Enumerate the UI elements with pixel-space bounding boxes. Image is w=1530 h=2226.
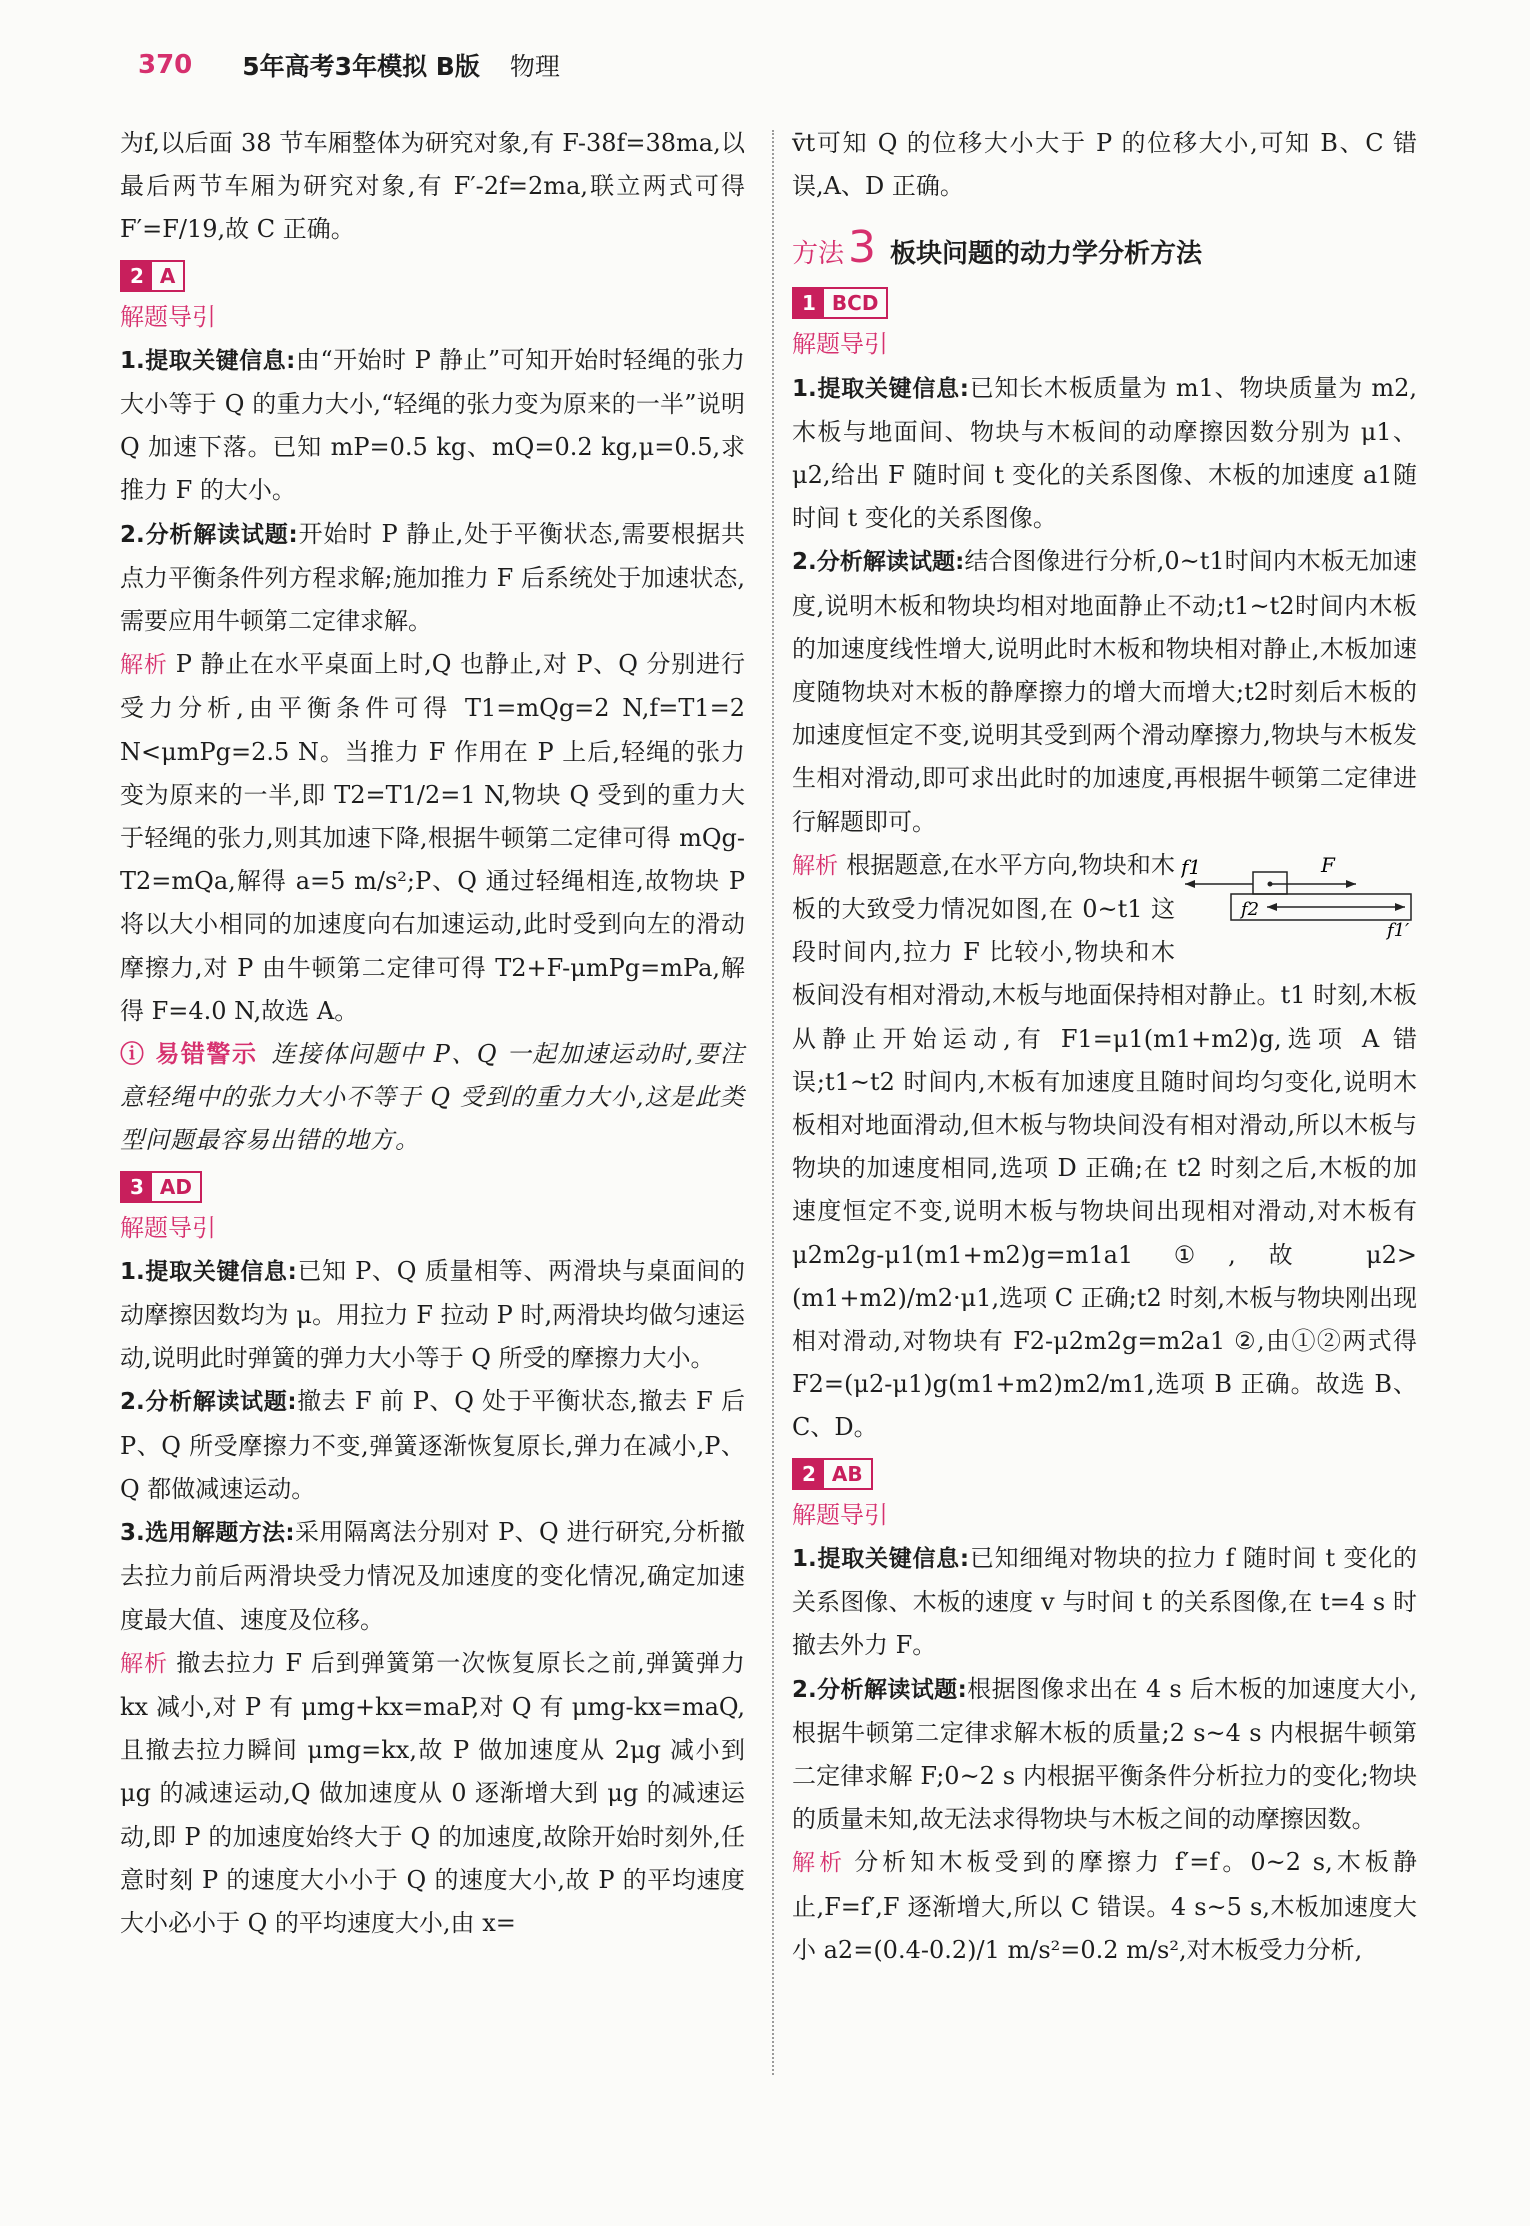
- arrowhead-F: [1346, 880, 1356, 888]
- step-2: 2.分析解读试题:开始时 P 静止,处于平衡状态,需要根据共点力平衡条件列方程求解;施加推力 F 后系统处于加速状态,需要应用牛顿第二定律求解。: [120, 519, 745, 636]
- analysis: 解析 分析知木板受到的摩擦力 f′=f。0~2 s,木板静止,F=f′,F 逐渐增大,所以 C 错误。4 s~5 s,木板加速度大小 a2=(0.4-0.2)/1 m/s²=0.2 m/s²,对木板受力分析,: [792, 1848, 1417, 1964]
- alert-icon: ⓘ: [120, 1040, 156, 1069]
- step-1: 1.提取关键信息:已知 P、Q 质量相等、两滑块与桌面间的动摩擦因数均为 μ。用拉力 F 拉动 P 时,两滑块均做匀速运动,说明此时弹簧的弹力大小等于 Q 所受的摩擦力大小。: [120, 1256, 745, 1373]
- step-1: 1.提取关键信息:由“开始时 P 静止”可知开始时轻绳的张力大小等于 Q 的重力大小,“轻绳的张力变为原来的一半”说明 Q 加速下落。已知 mP=0.5 kg、mQ=0.2 kg,μ=0.5,求推力 F 的大小。: [120, 345, 745, 505]
- step-3: 3.选用解题方法:采用隔离法分别对 P、Q 进行研究,分析撤去拉力前后两滑块受力情况及加速度的变化情况,确定加速度最大值、速度及位移。: [120, 1518, 745, 1634]
- method-heading: 方法 3 板块问题的动力学分析方法: [792, 222, 1203, 274]
- analysis: f1 F f2 f1′ 解析 根据题意,在水平方向,物块和木板的大致受力情况如图,在 0~t1 这段时间内,拉力 F 比较小,物块和木板间没有相对滑动,木板与地面保持相对静止。t1 时刻,木板从静止开始运动,有 F1=μ1(m1+m2)g,选项 A 错误;t1~t2 时间内,木板有加速度且随时间均匀变化,说明木板相对地面滑动,但木板与物块间没有相对滑动,所以木板与物块的加速度相同,选项 D 正确;在 t2 时刻之后,木板的加速度恒定不变,说明木板与物块间出现相对滑动,对木板有 μ2m2g-μ1(m1+m2)g=m1a1 ①,故 μ2>(m1+m2)/m2·μ1,选项 C 正确;t2 时刻,木板与物块刚出现相对滑动,对物块有 F2-μ2m2g=m2a1 ②,由①②两式得 F2=(μ2-μ1)g(m1+m2)m2/m1,选项 B 正确。故选 B、C、D。: [792, 844, 1417, 1450]
- answer-badge-2: 2 A: [120, 260, 185, 292]
- guide-heading: 解题导引: [120, 302, 216, 331]
- answer-badge-2: 2 AB: [792, 1458, 873, 1490]
- force-diagram: [1181, 844, 1417, 940]
- analysis: 解析 撤去拉力 F 后到弹簧第一次恢复原长之前,弹簧弹力 kx 减小,对 P 有 μmg+kx=maP,对 Q 有 μmg-kx=maQ,且撤去拉力瞬间 μmg=kx,故 P 做加速度从 2μg 减小到 μg 的减速运动,Q 做加速度从 0 逐渐增大到 μg 的减速运动,即 P 的加速度始终大于 Q 的加速度,故除开始时刻外,任意时刻 P 的速度大小小于 Q 的速度大小,故 P 的平均速度大小必小于 Q 的平均速度大小,由 x=: [120, 1648, 745, 1937]
- subject-label: 物理: [509, 52, 560, 81]
- page-number: 370: [138, 50, 193, 80]
- column-divider: [772, 130, 774, 2075]
- step-1: 1.提取关键信息:已知长木板质量为 m1、物块质量为 m2,木板与地面间、物块与木板间的动摩擦因数分别为 μ1、μ2,给出 F 随时间 t 变化的关系图像、木板的加速度 a1随时间 t 变化的关系图像。: [792, 373, 1417, 533]
- label-F: F: [1321, 852, 1335, 877]
- guide-heading: 解题导引: [792, 1500, 888, 1529]
- step-2: 2.分析解读试题:结合图像进行分析,0~t1时间内木板无加速度,说明木板和物块均相对地面静止不动;t1~t2时间内木板的加速度线性增大,说明此时木板和物块相对静止,木板加速度随物块对木板的静摩擦力的增大而增大;t2时刻后木板的加速度恒定不变,说明其受到两个滑动摩擦力,物块与木板发生相对滑动,即可求出此时的加速度,再根据牛顿第二定律进行解题即可。: [792, 547, 1417, 836]
- label-f2: f2: [1241, 898, 1260, 920]
- answer-badge-3: 3 AD: [120, 1171, 202, 1203]
- step-1: 1.提取关键信息:已知细绳对物块的拉力 f 随时间 t 变化的关系图像、木板的速度 v 与时间 t 的关系图像,在 t=4 s 时撤去外力 F。: [792, 1543, 1417, 1660]
- answer-badge-1: 1 BCD: [792, 287, 888, 319]
- left-column: [120, 122, 745, 1945]
- book-title: 5年高考3年模拟 B版: [242, 52, 480, 81]
- guide-heading: 解题导引: [120, 1213, 216, 1242]
- right-column: [792, 122, 1417, 1972]
- guide-heading: 解题导引: [792, 330, 888, 359]
- page-header: [138, 40, 560, 90]
- continued-text: v̄t可知 Q 的位移大小大于 P 的位移大小,可知 B、C 错误,A、D 正确。: [792, 129, 1417, 201]
- error-warning: ⓘ 易错警示 连接体问题中 P、Q 一起加速运动时,要注意轻绳中的张力大小不等于 Q 受到的重力大小,这是此类型问题最容易出错的地方。: [120, 1040, 745, 1155]
- arrowhead-f1prime: [1395, 903, 1405, 911]
- step-2: 2.分析解读试题:撤去 F 前 P、Q 处于平衡状态,撤去 F 后 P、Q 所受摩擦力不变,弹簧逐渐恢复原长,弹力在减小,P、Q 都做减速运动。: [120, 1387, 745, 1503]
- analysis: 解析 P 静止在水平桌面上时,Q 也静止,对 P、Q 分别进行受力分析,由平衡条件可得 T1=mQg=2 N,f=T1=2 N<μmPg=2.5 N。当推力 F 作用在 P 上后,轻绳的张力变为原来的一半,即 T2=T1/2=1 N,物块 Q 受到的重力大于轻绳的张力,则其加速下降,根据牛顿第二定律可得 mQg-T2=mQa,解得 a=5 m/s²;P、Q 通过轻绳相连,故物块 P 将以大小相同的加速度向右加速运动,此时受到向左的滑动摩擦力,对 P 由牛顿第二定律可得 T2+F-μmPg=mPa,解得 F=4.0 N,故选 A。: [120, 650, 746, 1025]
- step-2: 2.分析解读试题:根据图像求出在 4 s 后木板的加速度大小,根据牛顿第二定律求解木板的质量;2 s~4 s 内根据牛顿第二定律求解 F;0~2 s 内根据平衡条件分析拉力的变化;物块的质量未知,故无法求得物块与木板之间的动摩擦因数。: [792, 1674, 1417, 1834]
- label-f1prime: f1′: [1387, 919, 1410, 940]
- arrowhead-f1: [1185, 880, 1195, 888]
- label-f1: f1: [1181, 854, 1202, 879]
- arrowhead-f2: [1267, 903, 1277, 911]
- intro-paragraph: 为f,以后面 38 节车厢整体为研究对象,有 F-38f=38ma,以最后两节车厢为研究对象,有 F′-2f=2ma,联立两式可得 F′=F/19,故 C 正确。: [120, 129, 745, 244]
